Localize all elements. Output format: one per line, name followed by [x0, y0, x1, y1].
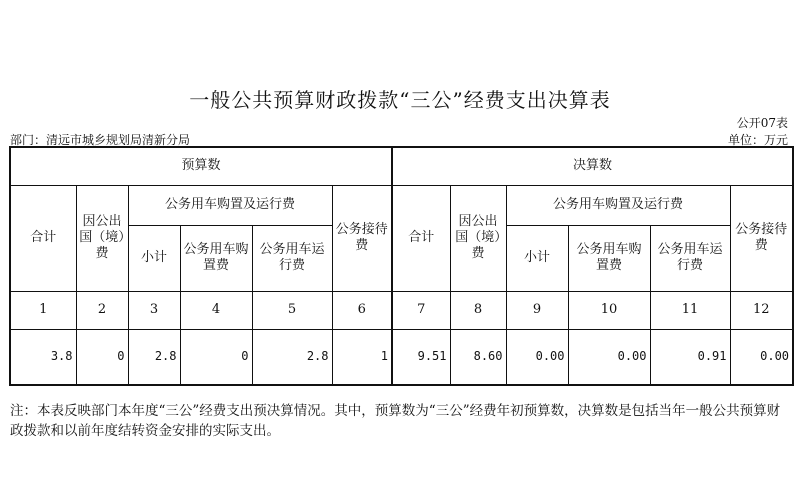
column-number: 2	[76, 291, 128, 329]
value-cell: 0	[76, 329, 128, 385]
value-cell: 1	[332, 329, 392, 385]
column-number-row	[10, 291, 793, 329]
value-cell: 0	[180, 329, 252, 385]
column-number: 4	[180, 291, 252, 329]
column-number: 6	[332, 291, 392, 329]
column-number: 7	[392, 291, 450, 329]
data-row	[10, 329, 793, 385]
budget-reception-header: 公务接待费	[332, 185, 392, 291]
final-total-header: 合计	[392, 185, 450, 291]
column-number: 3	[128, 291, 180, 329]
value-cell: 0.00	[506, 329, 568, 385]
column-number: 12	[730, 291, 793, 329]
column-number: 8	[450, 291, 506, 329]
final-header: 决算数	[392, 147, 793, 185]
column-number: 10	[568, 291, 650, 329]
footnote: 注：本表反映部门本年度“三公”经费支出预决算情况。其中，预算数为“三公”经费年初预算数，决算数是包括当年一般公共预算财政拨款和以前年度结转资金安排的实际支出。	[10, 403, 781, 439]
column-number: 11	[650, 291, 730, 329]
final-abroad-header: 因公出国（境）费	[450, 185, 506, 291]
value-cell: 2.8	[128, 329, 180, 385]
budget-vehicle-group-header: 公务用车购置及运行费	[128, 185, 332, 225]
expenditure-table	[9, 146, 794, 386]
department-label: 部门：清远市城乡规划局清新分局	[10, 133, 191, 147]
budget-abroad-header: 因公出国（境）费	[76, 185, 128, 291]
value-cell: 2.8	[252, 329, 332, 385]
value-cell: 0.91	[650, 329, 730, 385]
final-subtotal-header: 小计	[506, 225, 568, 291]
final-vehicle-group-header: 公务用车购置及运行费	[506, 185, 730, 225]
value-cell: 3.8	[10, 329, 76, 385]
page-title: 一般公共预算财政拨款“三公”经费支出决算表	[189, 88, 611, 112]
value-cell: 0.00	[730, 329, 793, 385]
header-row-2	[10, 185, 793, 225]
final-vehicle-operation-header: 公务用车运行费	[650, 225, 730, 291]
unit-label: 单位：万元	[727, 133, 788, 147]
value-cell: 8.60	[450, 329, 506, 385]
header-row-1	[10, 147, 793, 185]
form-code: 公开07表	[736, 116, 788, 130]
budget-subtotal-header: 小计	[128, 225, 180, 291]
budget-vehicle-operation-header: 公务用车运行费	[252, 225, 332, 291]
column-number: 9	[506, 291, 568, 329]
budget-total-header: 合计	[10, 185, 76, 291]
column-number: 5	[252, 291, 332, 329]
column-number: 1	[10, 291, 76, 329]
budget-vehicle-purchase-header: 公务用车购置费	[180, 225, 252, 291]
final-reception-header: 公务接待费	[730, 185, 793, 291]
budget-header: 预算数	[10, 147, 392, 185]
value-cell: 9.51	[392, 329, 450, 385]
final-vehicle-purchase-header: 公务用车购置费	[568, 225, 650, 291]
value-cell: 0.00	[568, 329, 650, 385]
